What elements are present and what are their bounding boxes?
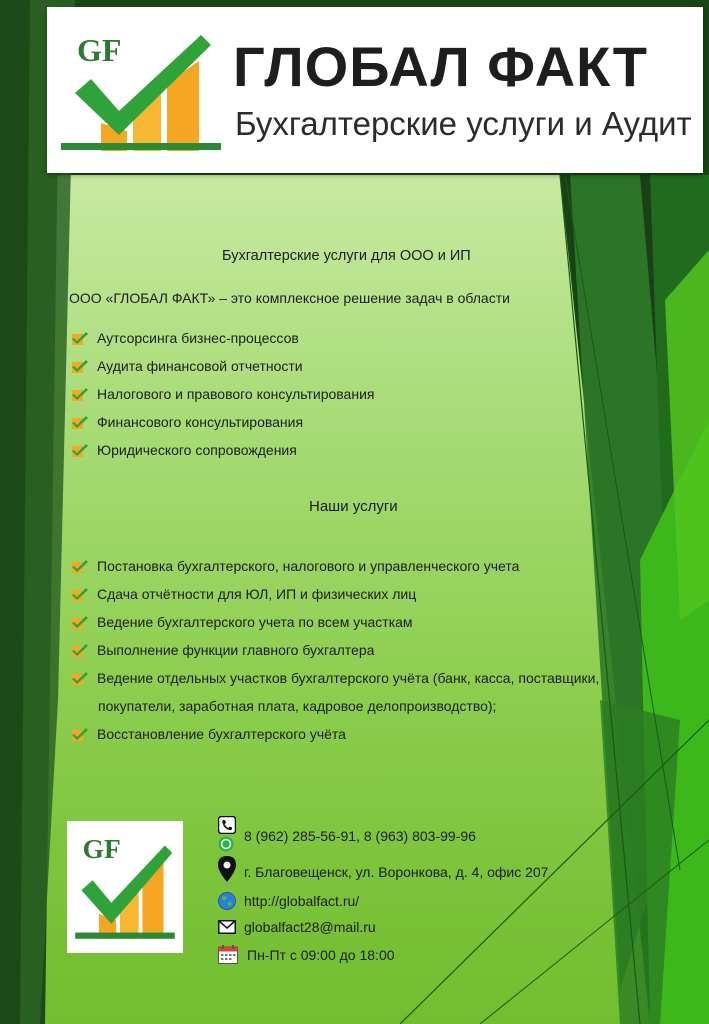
services-title: Наши услуги <box>309 498 398 515</box>
list-item-text: Аудита финансовой отчетности <box>97 358 303 374</box>
checkmark-icon <box>72 359 88 373</box>
hours-text: Пн-Пт с 09:00 до 18:00 <box>247 947 395 963</box>
address-text: г. Благовещенск, ул. Воронкова, д. 4, офис 207 <box>244 864 549 880</box>
checkmark-icon <box>72 587 88 601</box>
list-item <box>72 328 374 356</box>
brand-name: ГЛОБАЛ ФАКТ <box>233 35 648 98</box>
list-item <box>72 612 599 640</box>
list-item-text: Ведение отдельных участков бухгалтерского учёта (банк, касса, поставщики, <box>97 670 600 686</box>
list-item-text: Аутсорсинга бизнес-процессов <box>97 330 299 346</box>
list-item-text: Ведение бухгалтерского учета по всем участкам <box>97 614 413 630</box>
phone-icon <box>218 816 236 834</box>
checkmark-icon <box>72 615 88 629</box>
list-item <box>72 584 599 612</box>
header-banner <box>47 7 703 173</box>
company-logo <box>61 31 221 155</box>
whatsapp-icon <box>218 836 234 852</box>
list-item-text: Налогового и правового консультирования <box>97 386 375 402</box>
checkmark-icon <box>72 415 88 429</box>
website-link[interactable]: http://globalfact.ru/ <box>244 893 360 909</box>
list-item <box>72 412 374 440</box>
list-item <box>72 724 599 752</box>
intro-title: Бухгалтерские услуги для ООО и ИП <box>222 248 471 264</box>
list-item-text-continued: покупатели, заработная плата, кадровое делопроизводство); <box>98 698 497 714</box>
list-item <box>72 668 599 724</box>
phone-text: 8 (962) 285-56-91, 8 (963) 803-99-96 <box>244 828 476 844</box>
list-item <box>72 440 374 468</box>
intro-text: ООО «ГЛОБАЛ ФАКТ» – это комплексное решение задач в области <box>69 290 510 306</box>
logo-letters: GF <box>82 833 121 864</box>
list-item <box>72 356 374 384</box>
location-pin-icon <box>218 856 236 882</box>
mail-icon <box>218 920 236 934</box>
list-item <box>72 556 599 584</box>
company-logo-small <box>75 833 175 945</box>
checkmark-icon <box>72 643 88 657</box>
list-item-text: Восстановление бухгалтерского учёта <box>97 726 346 742</box>
checkmark-icon <box>72 387 88 401</box>
services-list <box>72 556 599 752</box>
intro-list <box>72 328 374 468</box>
email-link[interactable]: globalfact28@mail.ru <box>244 919 376 935</box>
list-item-text: Юридического сопровождения <box>97 442 297 458</box>
list-item-text: Финансового консультирования <box>97 414 304 430</box>
list-item-text: Сдача отчётности для ЮЛ, ИП и физических лиц <box>97 586 417 602</box>
list-item-text: Постановка бухгалтерского, налогового и управленческого учета <box>97 558 520 574</box>
checkmark-icon <box>72 671 88 685</box>
list-item <box>72 640 599 668</box>
logo-letters: GF <box>77 32 122 68</box>
list-item-text: Выполнение функции главного бухгалтера <box>97 642 375 658</box>
checkmark-icon <box>72 443 88 457</box>
calendar-icon <box>218 945 238 964</box>
footer-logo <box>67 821 183 953</box>
brand-tagline: Бухгалтерские услуги и Аудит <box>235 105 692 142</box>
globe-icon <box>218 892 236 910</box>
checkmark-icon <box>72 331 88 345</box>
checkmark-icon <box>72 559 88 573</box>
list-item <box>72 384 374 412</box>
checkmark-icon <box>72 727 88 741</box>
